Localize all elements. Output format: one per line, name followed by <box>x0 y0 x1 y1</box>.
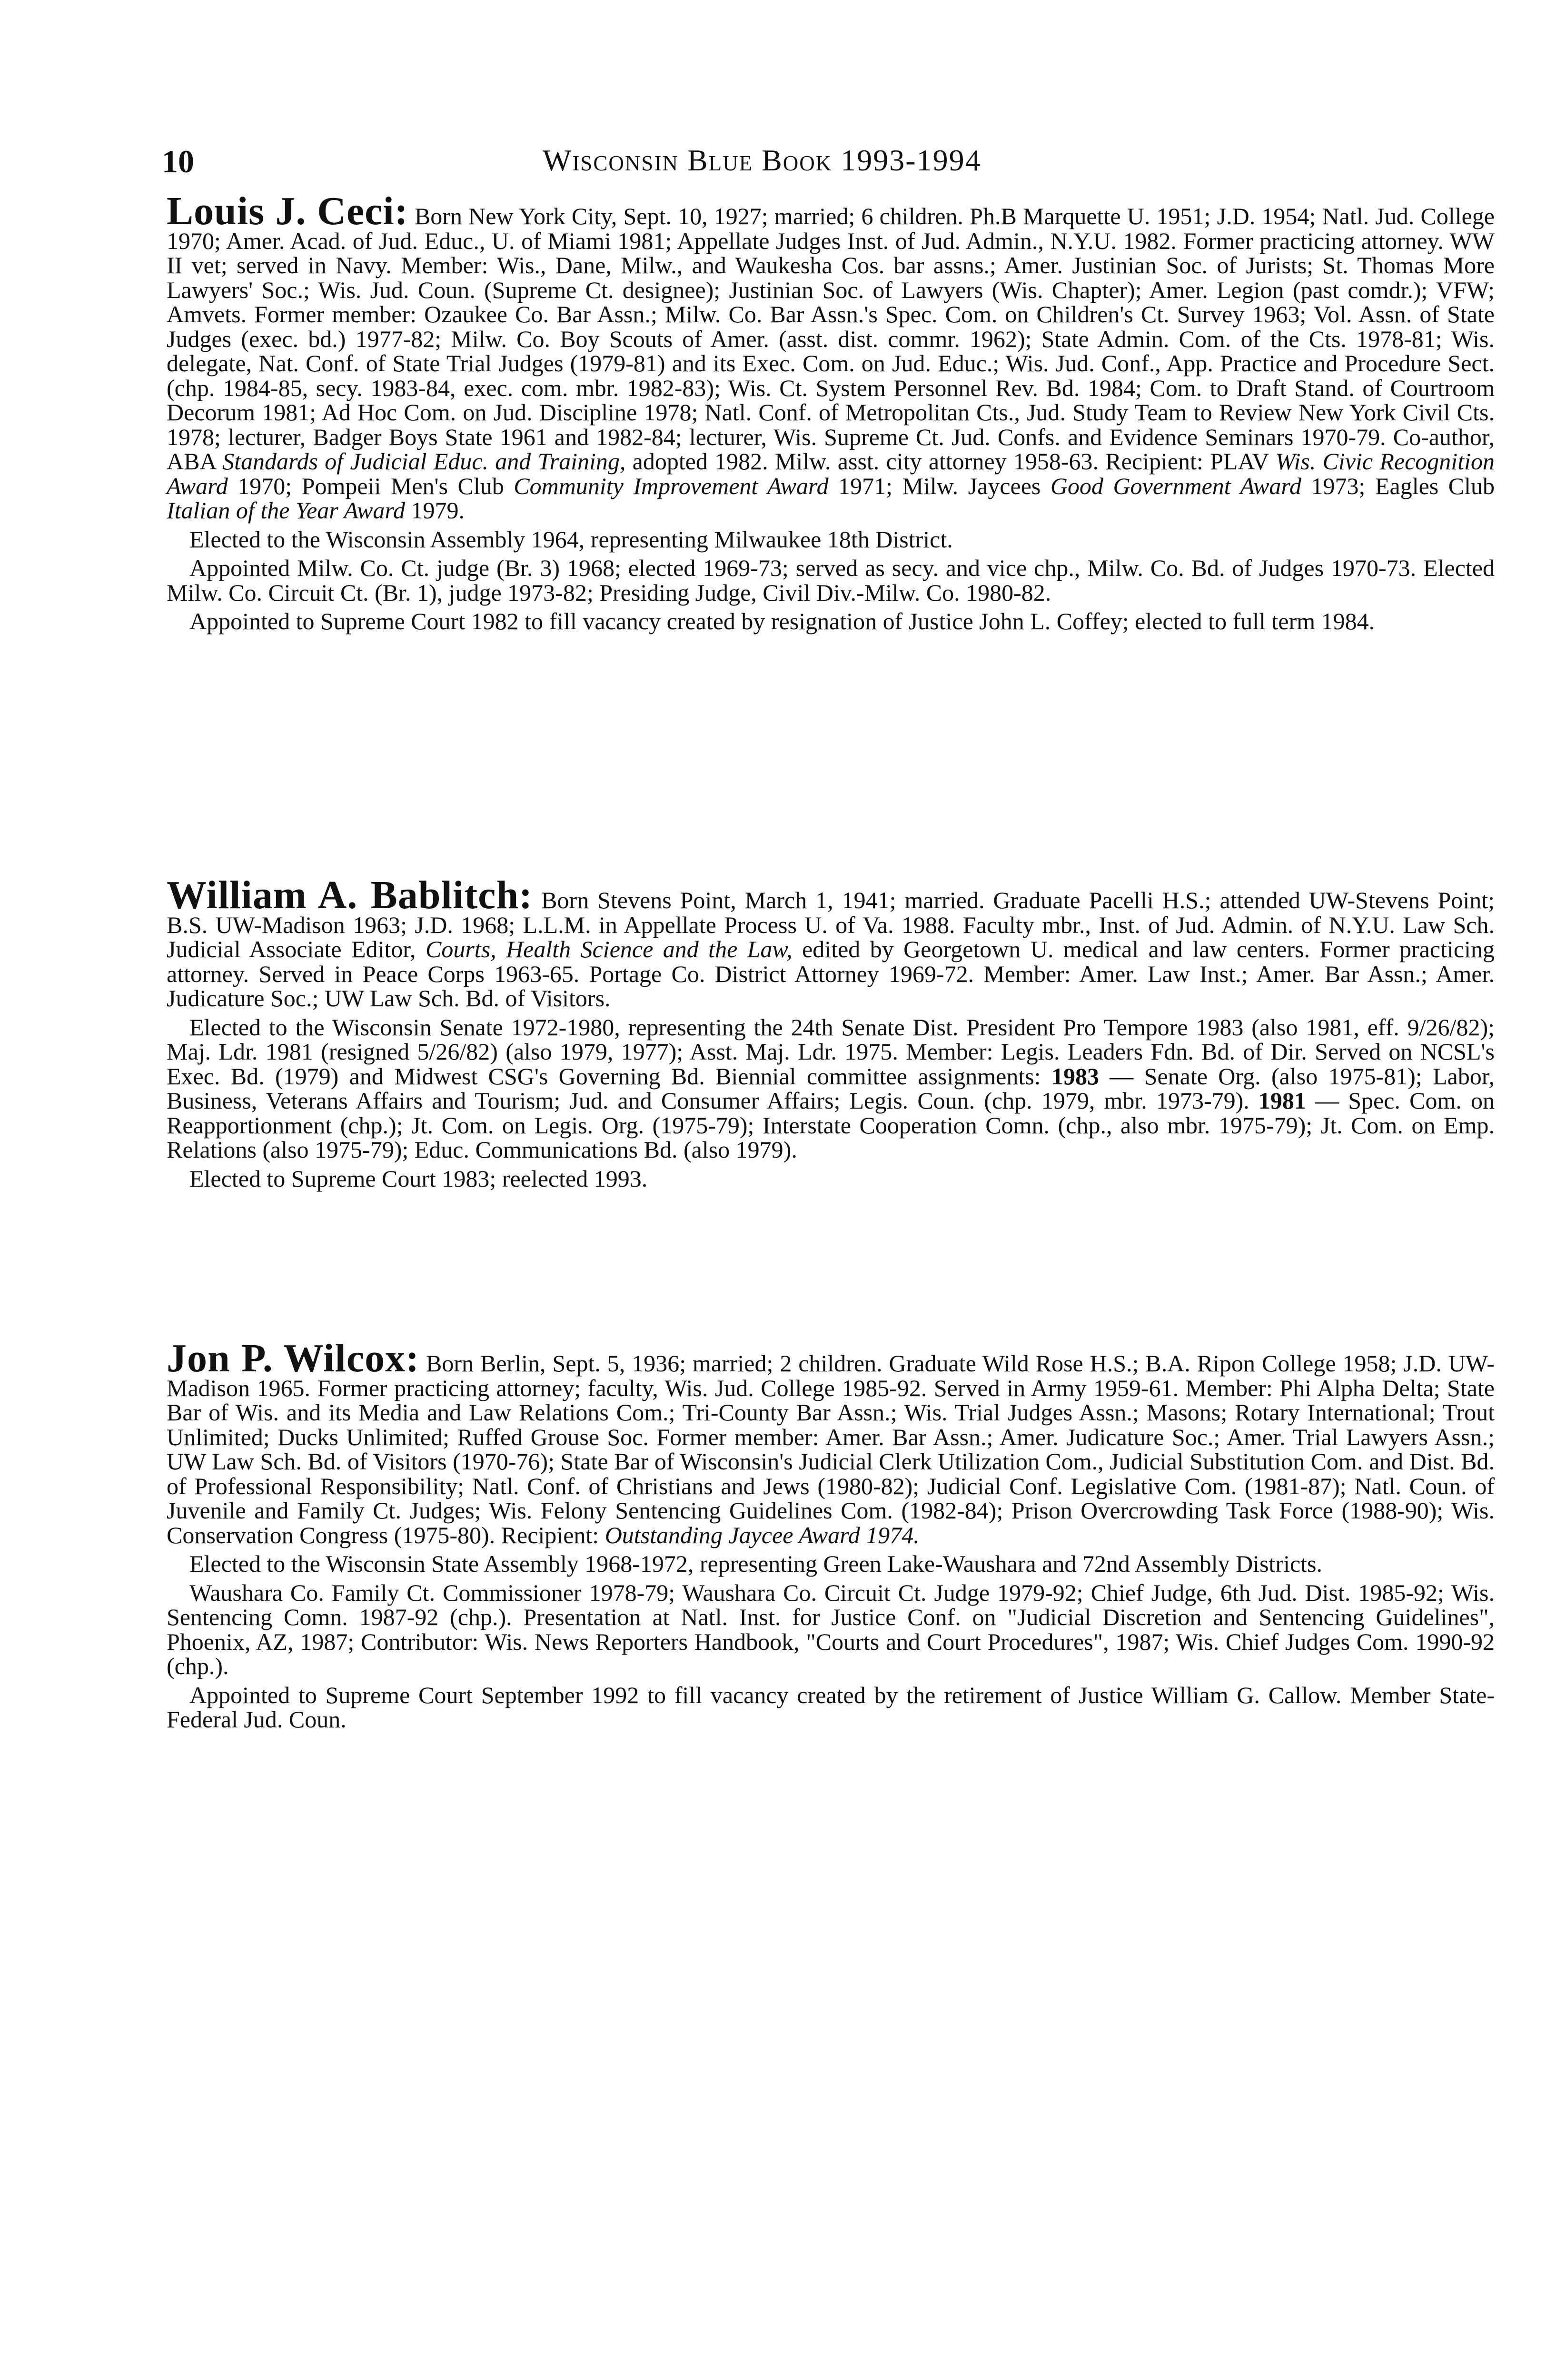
bio-italic-title: Courts, Health Science and the Law, <box>425 936 793 962</box>
page-header <box>162 143 1418 195</box>
bio-year: 1983 <box>1051 1062 1099 1090</box>
bio-name: Louis J. Ceci: <box>167 189 408 233</box>
bio-text: 1970; Pompeii Men's Club <box>228 472 514 499</box>
bio-paragraph: Appointed to Supreme Court 1982 to fill vacancy created by resignation of Justice John L. Coffey; elected to full term 1984. <box>189 608 1375 635</box>
bio-paragraph: Elected to Supreme Court 1983; reelected 1993. <box>189 1165 648 1192</box>
bio-text: adopted 1982. Milw. asst. city attorney 1958-63. Recipient: PLAV <box>625 448 1276 475</box>
bio-italic-title: Good Government Award <box>1050 472 1302 499</box>
bio-text: Born Berlin, Sept. 5, 1936; married; 2 children. Graduate Wild Rose H.S.; B.A. Ripon College 1958; J.D. UW-Madison 1965. Former practicing attorney; faculty, Wis. Jud. College 1985-92. Served in Army 1959-61. Member: Phi Alpha Delta; State Bar of Wis. and its Media and Law Relations Com.; Tri-County Bar Assn.; Wis. Trial Judges Assn.; Masons; Rotary International; Trout Unlimited; Ducks Unlimited; Ruffed Grouse Soc. Former member: Amer. Bar Assn.; Amer. Judicature Soc.; Amer. Trial Lawyers Assn.; UW Law Sch. Bd. of Visitors (1970-76); State Bar of Wisconsin's Judicial Clerk Utilization Com., Judicial Substitution Com. and Dist. Bd. of Professional Responsibility; Natl. Conf. of Christians and Jews (1980-82); Judicial Conf. Legislative Com. (1981-87); Natl. Coun. of Juvenile and Family Ct. Judges; Wis. Felony Sentencing Guidelines Com. (1982-84); Prison Overcrowding Task Force (1988-90); Wis. Conservation Congress (1975-80). Recipient: <box>167 1350 1495 1548</box>
page-number: 10 <box>162 143 194 179</box>
running-title: Wisconsin Blue Book 1993-1994 <box>543 143 981 177</box>
bio-paragraph <box>167 1015 1495 1162</box>
bio-text: — Spec. Com. on Reapportionment (chp.); Jt. Com. on Legis. Org. (1975-79); Interstate Cooperation Comn. (chp., also mbr. 1975-79); Jt. Com. on Emp. Relations (also 1975-79); Educ. Communications Bd. (also 1979). <box>167 1087 1495 1163</box>
bio-text: edited by Georgetown U. medical and law centers. Former practicing attorney. Served in Peace Corps 1963-65. Portage Co. District Attorney 1969-72. Member: Amer. Law Inst.; Amer. Bar Assn.; Amer. Judicature Soc.; UW Law Sch. Bd. of Visitors. <box>167 936 1495 1012</box>
bio-italic-title: Wis. Civic Recognition Award <box>167 448 1495 499</box>
bio-text: 1979. <box>405 497 465 524</box>
bio-text: Born New York City, Sept. 10, 1927; married; 6 children. Ph.B Marquette U. 1951; J.D. 1954; Natl. Jud. College 1970; Amer. Acad. of Jud. Educ., U. of Miami 1981; Appellate Judges Inst. of Jud. Admin., N.Y.U. 1982. Former practicing attorney. WW II vet; served in Navy. Member: Wis., Dane, Milw., and Waukesha Cos. bar assns.; Amer. Justinian Soc. of Jurists; St. Thomas More Lawyers' Soc.; Wis. Jud. Coun. (Supreme Ct. designee); Justinian Soc. of Lawyers (Wis. Chapter); Amer. Legion (past comdr.); VFW; Amvets. Former member: Ozaukee Co. Bar Assn.; Milw. Co. Bar Assn.'s Spec. Com. on Children's Ct. Survey 1963; Vol. Assn. of State Judges (exec. bd.) 1977-82; Milw. Co. Boy Scouts of Amer. (asst. dist. commr. 1962); State Admin. Com. of the Cts. 1978-81; Wis. delegate, Nat. Conf. of State Trial Judges (1979-81) and its Exec. Com. on Jud. Educ.; Wis. Jud. Conf., App. Practice and Procedure Sect. (chp. 1984-85, secy. 1983-84, exec. com. mbr. 1982-83); Wis. Ct. System Personnel Rev. Bd. 1984; Com. to Draft Stand. of Courtroom Decorum 1981; Ad Hoc Com. on Jud. Discipline 1978; Natl. Conf. of Metropolitan Cts., Jud. Study Team to Review New York Civil Cts. 1978; lecturer, Badger Boys State 1961 and 1982-84; lecturer, Wis. Supreme Ct. Jud. Confs. and Evidence Seminars 1970-79. Co-author, ABA <box>167 203 1495 475</box>
bio-intro <box>167 873 1495 1012</box>
bio-italic-title: Community Improvement Award <box>514 472 829 499</box>
bio-text: Born Stevens Point, March 1, 1941; married. Graduate Pacelli H.S.; attended UW-Stevens Point; B.S. UW-Madison 1963; J.D. 1968; L.L.M. in Appellate Process U. of Va. 1988. Faculty mbr., Inst. of Jud. Admin. of N.Y.U. Law Sch. Judicial Associate Editor, <box>167 887 1495 962</box>
bio-italic-title: Outstanding Jaycee Award 1974. <box>605 1521 920 1548</box>
bio-name: William A. Bablitch: <box>167 873 533 917</box>
bio-paragraph: Elected to the Wisconsin Assembly 1964, representing Milwaukee 18th District. <box>189 526 953 553</box>
bio-text: Elected to the Wisconsin Senate 1972-1980, representing the 24th Senate Dist. President Pro Tempore 1983 (also 1981, eff. 9/26/82); Maj. Ldr. 1981 (resigned 5/26/82) (also 1979, 1977); Asst. Maj. Ldr. 1975. Member: Legis. Leaders Fdn. Bd. of Dir. Served on NCSL's Exec. Bd. (1979) and Midwest CSG's Governing Bd. Biennial committee assignments: <box>167 1013 1495 1090</box>
bio-paragraph: Appointed to Supreme Court September 1992 to fill vacancy created by the retirement of Justice William G. Callow. Member State-Federal Jud. Coun. <box>167 1681 1495 1733</box>
bio-paragraph: Waushara Co. Family Ct. Commissioner 1978-79; Waushara Co. Circuit Ct. Judge 1979-92; Chief Judge, 6th Jud. Dist. 1985-92; Wis. Sentencing Comn. 1987-92 (chp.). Presentation at Natl. Inst. for Justice Conf. on "Judicial Discretion and Sentencing Guidelines", Phoenix, AZ, 1987; Contributor: Wis. News Reporters Handbook, "Courts and Court Procedures", 1987; Wis. Chief Judges Com. 1990-92 (chp.). <box>167 1579 1495 1679</box>
bio-text: 1973; Eagles Club <box>1301 472 1495 499</box>
bio-text: 1971; Milw. Jaycees <box>828 472 1050 499</box>
bio-italic-title: Standards of Judicial Educ. and Training, <box>222 448 626 475</box>
bio-paragraph: Appointed Milw. Co. Ct. judge (Br. 3) 1968; elected 1969-73; served as secy. and vice chp., Milw. Co. Bd. of Judges 1970-73. Elected Milw. Co. Circuit Ct. (Br. 1), judge 1973-82; Presiding Judge, Civil Div.-Milw. Co. 1980-82. <box>167 555 1495 606</box>
bio-jon-wilcox <box>167 1336 1495 1736</box>
bio-william-bablitch <box>167 873 1495 1195</box>
bio-intro <box>167 1336 1495 1548</box>
bio-italic-title: Italian of the Year Award <box>167 497 406 524</box>
bio-name: Jon P. Wilcox: <box>167 1336 420 1380</box>
bio-louis-ceci <box>167 189 1495 638</box>
bio-paragraph: Elected to the Wisconsin State Assembly 1968-1972, representing Green Lake-Waushara and 72nd Assembly Districts. <box>189 1550 1323 1577</box>
bio-text: — Senate Org. (also 1975-81); Labor, Business, Veterans Affairs and Tourism; Jud. and Consumer Affairs; Legis. Coun. (chp. 1979, mbr. 1973-79). <box>167 1062 1495 1114</box>
bio-intro <box>167 189 1495 524</box>
bio-year: 1981 <box>1258 1087 1306 1114</box>
